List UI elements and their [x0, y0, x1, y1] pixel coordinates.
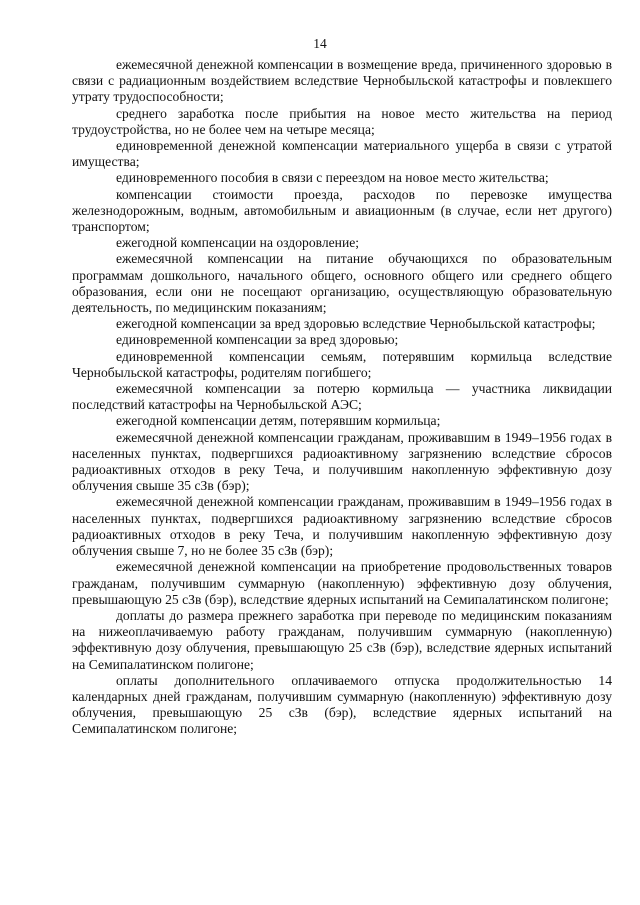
paragraph: единовременной денежной компенсации материального ущерба в связи с утратой имущества; [72, 138, 612, 170]
paragraph: ежемесячной денежной компенсации на приобретение продовольственных товаров гражданам, получившим суммарную (накопленную) эффективную дозу облучения, превышающую 25 сЗв (бэр), вследствие ядерных испытаний на Семипалатинском полигоне; [72, 559, 612, 607]
paragraph: среднего заработка после прибытия на новое место жительства на период трудоустройства, но не более чем на четыре месяца; [72, 105, 612, 137]
paragraph: ежемесячной денежной компенсации гражданам, проживавшим в 1949–1956 годах в населенных пунктах, подвергшихся радиоактивному загрязнению вследствие сбросов радиоактивных отходов в реку Теча, и получившим накопленную эффективную дозу облучения свыше 7, но не более 35 сЗв (бэр); [72, 494, 612, 559]
paragraph: ежемесячной денежной компенсации гражданам, проживавшим в 1949–1956 годах в населенных пунктах, подвергшихся радиоактивному загрязнению вследствие сбросов радиоактивных отходов в реку Теча, и получившим накопленную эффективную дозу облучения свыше 35 сЗв (бэр); [72, 429, 612, 494]
paragraph: ежегодной компенсации на оздоровление; [116, 235, 360, 251]
paragraph: единовременной компенсации семьям, потерявшим кормильца вследствие Чернобыльской катастрофы, родителям погибшего; [72, 348, 612, 380]
paragraph: ежегодной компенсации за вред здоровью вследствие Чернобыльской катастрофы; [116, 316, 596, 332]
paragraph: ежемесячной денежной компенсации в возмещение вреда, причиненного здоровью в связи с радиационным воздействием вследствие Чернобыльской катастрофы и повлекшего утрату трудоспособности; [72, 57, 612, 105]
paragraph: оплаты дополнительного оплачиваемого отпуска продолжительностью 14 календарных дней гражданам, получившим суммарную (накопленную) эффективную дозу облучения, превышающую 25 сЗв (бэр), вследствие ядерных испытаний на Семипалатинском полигоне; [72, 672, 612, 737]
paragraph: компенсации стоимости проезда, расходов по перевозке имущества железнодорожным, водным, автомобильным и авиационным (в случае, если нет другого) транспортом; [72, 186, 612, 235]
paragraph: ежегодной компенсации детям, потерявшим кормильца; [116, 413, 441, 429]
paragraph: ежемесячной компенсации на питание обучающихся по образовательным программам дошкольного, начального общего, основного общего или среднего общего образования, если они не посещают организацию, осуществляющую образовательную деятельность, по медицинским показаниям; [72, 251, 612, 316]
document-body [72, 57, 612, 738]
page-number: 14 [313, 36, 327, 51]
paragraph: доплаты до размера прежнего заработка при переводе по медицинским показаниям на нижеоплачиваемую работу гражданам, получившим суммарную (накопленную) эффективную дозу облучения, превышающую 25 сЗв (бэр), вследствие ядерных испытаний на Семипалатинском полигоне; [72, 607, 612, 672]
paragraph: ежемесячной компенсации за потерю кормильца — участника ликвидации последствий катастрофы на Чернобыльской АЭС; [72, 381, 612, 413]
paragraph: единовременной компенсации за вред здоровью; [116, 332, 399, 348]
paragraph: единовременного пособия в связи с переездом на новое место жительства; [116, 170, 549, 186]
